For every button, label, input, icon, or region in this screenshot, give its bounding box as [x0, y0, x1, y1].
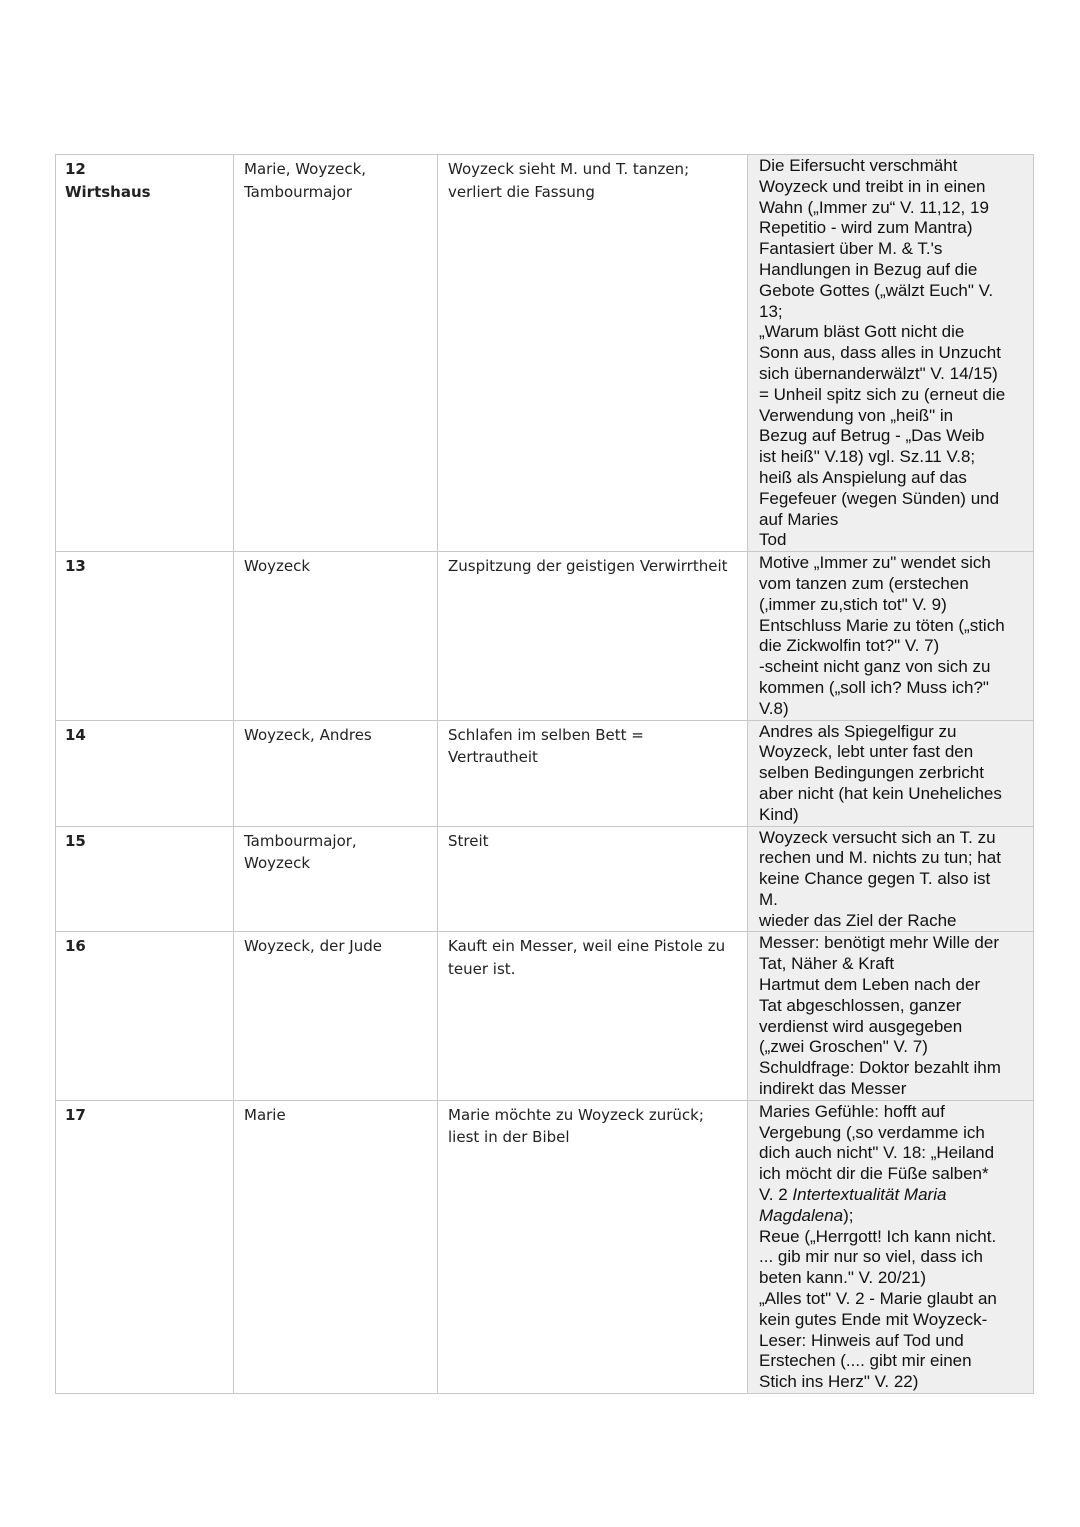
analysis-line: (‚immer zu,stich tot" V. 9): [759, 594, 947, 614]
analysis-line: Leser: Hinweis auf Tod und: [759, 1330, 964, 1350]
analysis-line: beten kann." V. 20/21): [759, 1268, 927, 1288]
characters-line: Woyzeck, Andres: [244, 725, 372, 744]
analysis-line: Die Eifersucht verschmäht: [759, 156, 958, 175]
content-cell: [438, 826, 748, 932]
analysis-line: Tod: [759, 530, 787, 550]
analysis-line: Tat, Näher & Kraft: [759, 954, 895, 974]
scene-cell: [56, 932, 234, 1100]
content-line: teuer ist.: [448, 959, 516, 978]
characters-cell: [234, 826, 438, 932]
characters-line: Woyzeck: [244, 854, 311, 872]
scene-cell: [56, 720, 234, 826]
analysis-line: kommen („soll ich? Muss ich?": [759, 677, 989, 697]
analysis-line: Verwendung von „heiß" in: [759, 405, 954, 425]
characters-cell: [234, 155, 438, 552]
analysis-cell: [748, 932, 1034, 1100]
scene-number: 12: [65, 160, 86, 178]
content-cell: [438, 155, 748, 552]
characters-line: Tambourmajor: [244, 182, 352, 201]
scene-cell: [56, 155, 234, 552]
analysis-line: 13;: [759, 301, 783, 321]
analysis-line: Repetitio - wird zum Mantra): [759, 218, 973, 238]
analysis-line: („zwei Groschen" V. 7): [759, 1037, 928, 1057]
analysis-line: -scheint nicht ganz von sich zu: [759, 657, 991, 677]
characters-line: Marie, Woyzeck,: [244, 160, 367, 178]
characters-cell: [234, 1100, 438, 1393]
analysis-line: die Zickwolfin tot?" V. 7): [759, 636, 940, 656]
analysis-line: Stich ins Herz" V. 22): [759, 1372, 919, 1392]
analysis-line: heiß als Anspielung auf das: [759, 467, 967, 487]
characters-line: Woyzeck, der Jude: [244, 937, 382, 956]
analysis-line: sich übernanderwälzt" V. 14/15): [759, 363, 998, 383]
scene-number: 15: [65, 831, 86, 850]
analysis-line: Schuldfrage: Doktor bezahlt ihm: [759, 1058, 1001, 1078]
content-line: liest in der Bibel: [448, 1128, 570, 1147]
analysis-intertext: Magdalena: [759, 1205, 844, 1225]
content-cell: [438, 932, 748, 1100]
characters-cell: [234, 552, 438, 720]
characters-line: Marie: [244, 1105, 286, 1124]
analysis-line: Motive „Immer zu" wendet sich: [759, 553, 991, 573]
analysis-line: Maries Gefühle: hofft auf: [759, 1101, 945, 1121]
analysis-line: Handlungen in Bezug auf die: [759, 259, 978, 279]
analysis-line: Wahn („Immer zu“ V. 11,12, 19: [759, 197, 989, 217]
table-row: [56, 932, 1034, 1100]
table-row: [56, 826, 1034, 932]
content-line: Vertrautheit: [448, 748, 538, 767]
analysis-line: indirekt das Messer: [759, 1079, 907, 1099]
analysis-line: Vergebung (‚so verdamme ich: [759, 1122, 985, 1142]
analysis-cell: [748, 552, 1034, 720]
analysis-line: „Warum bläst Gott nicht die: [759, 322, 965, 342]
analysis-line: Woyzeck, lebt unter fast den: [759, 742, 974, 762]
scene-place: Wirtshaus: [65, 182, 151, 201]
analysis-line-mixed: [759, 1206, 1027, 1227]
analysis-line: vom tanzen zum (erstechen: [759, 573, 969, 593]
analysis-line: wieder das Ziel der Rache: [759, 910, 957, 930]
analysis-intertext: Intertextualität Maria: [792, 1185, 947, 1205]
analysis-line: Reue („Herrgott! Ich kann nicht.: [759, 1226, 997, 1246]
analysis-line: Fantasiert über M. & T.'s: [759, 239, 943, 259]
analysis-line: Kind): [759, 804, 799, 824]
content-line: Marie möchte zu Woyzeck zurück;: [448, 1105, 704, 1124]
analysis-line: keine Chance gegen T. also ist: [759, 869, 991, 889]
content-cell: [438, 1100, 748, 1393]
content-line: Kauft ein Messer, weil eine Pistole zu: [448, 937, 726, 956]
scene-number: 14: [65, 725, 86, 744]
analysis-line-mixed: [759, 1185, 1027, 1206]
analysis-line: Woyzeck versucht sich an T. zu: [759, 827, 996, 847]
analysis-line: kein gutes Ende mit Woyzeck-: [759, 1309, 988, 1329]
analysis-line: M.: [759, 889, 778, 909]
analysis-line: Hartmut dem Leben nach der: [759, 975, 981, 995]
scene-cell: [56, 552, 234, 720]
analysis-line: verdienst wird ausgegeben: [759, 1016, 963, 1036]
content-line: Woyzeck sieht M. und T. tanzen;: [448, 160, 690, 178]
characters-cell: [234, 720, 438, 826]
analysis-line: = Unheil spitz sich zu (erneut die: [759, 384, 1006, 404]
content-cell: [438, 552, 748, 720]
scene-cell: [56, 826, 234, 932]
analysis-line: ... gib mir nur so viel, dass ich: [759, 1247, 983, 1267]
scene-number: 17: [65, 1105, 86, 1124]
content-line: Streit: [448, 831, 489, 850]
scene-number: 13: [65, 557, 86, 576]
analysis-cell: [748, 1100, 1034, 1393]
characters-line: Woyzeck: [244, 557, 311, 576]
analysis-line: aber nicht (hat kein Uneheliches: [759, 783, 1002, 803]
analysis-line: Fegefeuer (wegen Sünden) und: [759, 488, 1000, 508]
analysis-cell: [748, 155, 1034, 552]
content-line: verliert die Fassung: [448, 182, 595, 201]
analysis-verse-ref: V. 2: [759, 1185, 793, 1205]
analysis-line: dich auch nicht" V. 18: „Heiland: [759, 1143, 995, 1163]
characters-line: Tambourmajor,: [244, 831, 357, 850]
analysis-line: ich möcht dir die Füße salben*: [759, 1164, 989, 1184]
analysis-line: auf Maries: [759, 509, 839, 529]
analysis-line: Bezug auf Betrug - „Das Weib: [759, 426, 985, 446]
analysis-line: Erstechen (.... gibt mir einen: [759, 1351, 972, 1371]
analysis-line: selben Bedingungen zerbricht: [759, 763, 984, 783]
analysis-line: ist heiß" V.18) vgl. Sz.11 V.8;: [759, 447, 976, 467]
scene-cell: [56, 1100, 234, 1393]
analysis-line: Tat abgeschlossen, ganzer: [759, 995, 962, 1015]
table-row: [56, 720, 1034, 826]
characters-cell: [234, 932, 438, 1100]
analysis-line: Andres als Spiegelfigur zu: [759, 721, 957, 741]
content-cell: [438, 720, 748, 826]
analysis-line: Messer: benötigt mehr Wille der: [759, 933, 999, 953]
table-row: [56, 1100, 1034, 1393]
analysis-line: Woyzeck und treibt in in einen: [759, 176, 986, 196]
analysis-line: Sonn aus, dass alles in Unzucht: [759, 343, 1001, 363]
scene-number: 16: [65, 937, 86, 956]
analysis-cell: [748, 826, 1034, 932]
analysis-line: Entschluss Marie zu töten („stich: [759, 615, 1005, 635]
analysis-line: V.8): [759, 698, 789, 718]
table-row: [56, 552, 1034, 720]
content-line: Zuspitzung der geistigen Verwirrtheit: [448, 557, 728, 576]
analysis-suffix: );: [843, 1205, 854, 1225]
scene-table: [55, 154, 1034, 1394]
analysis-cell: [748, 720, 1034, 826]
content-line: Schlafen im selben Bett =: [448, 725, 644, 744]
analysis-line: Gebote Gottes („wälzt Euch" V.: [759, 280, 994, 300]
analysis-line: rechen und M. nichts zu tun; hat: [759, 848, 1001, 868]
analysis-line: „Alles tot" V. 2 - Marie glaubt an: [759, 1289, 997, 1309]
table-row: [56, 155, 1034, 552]
